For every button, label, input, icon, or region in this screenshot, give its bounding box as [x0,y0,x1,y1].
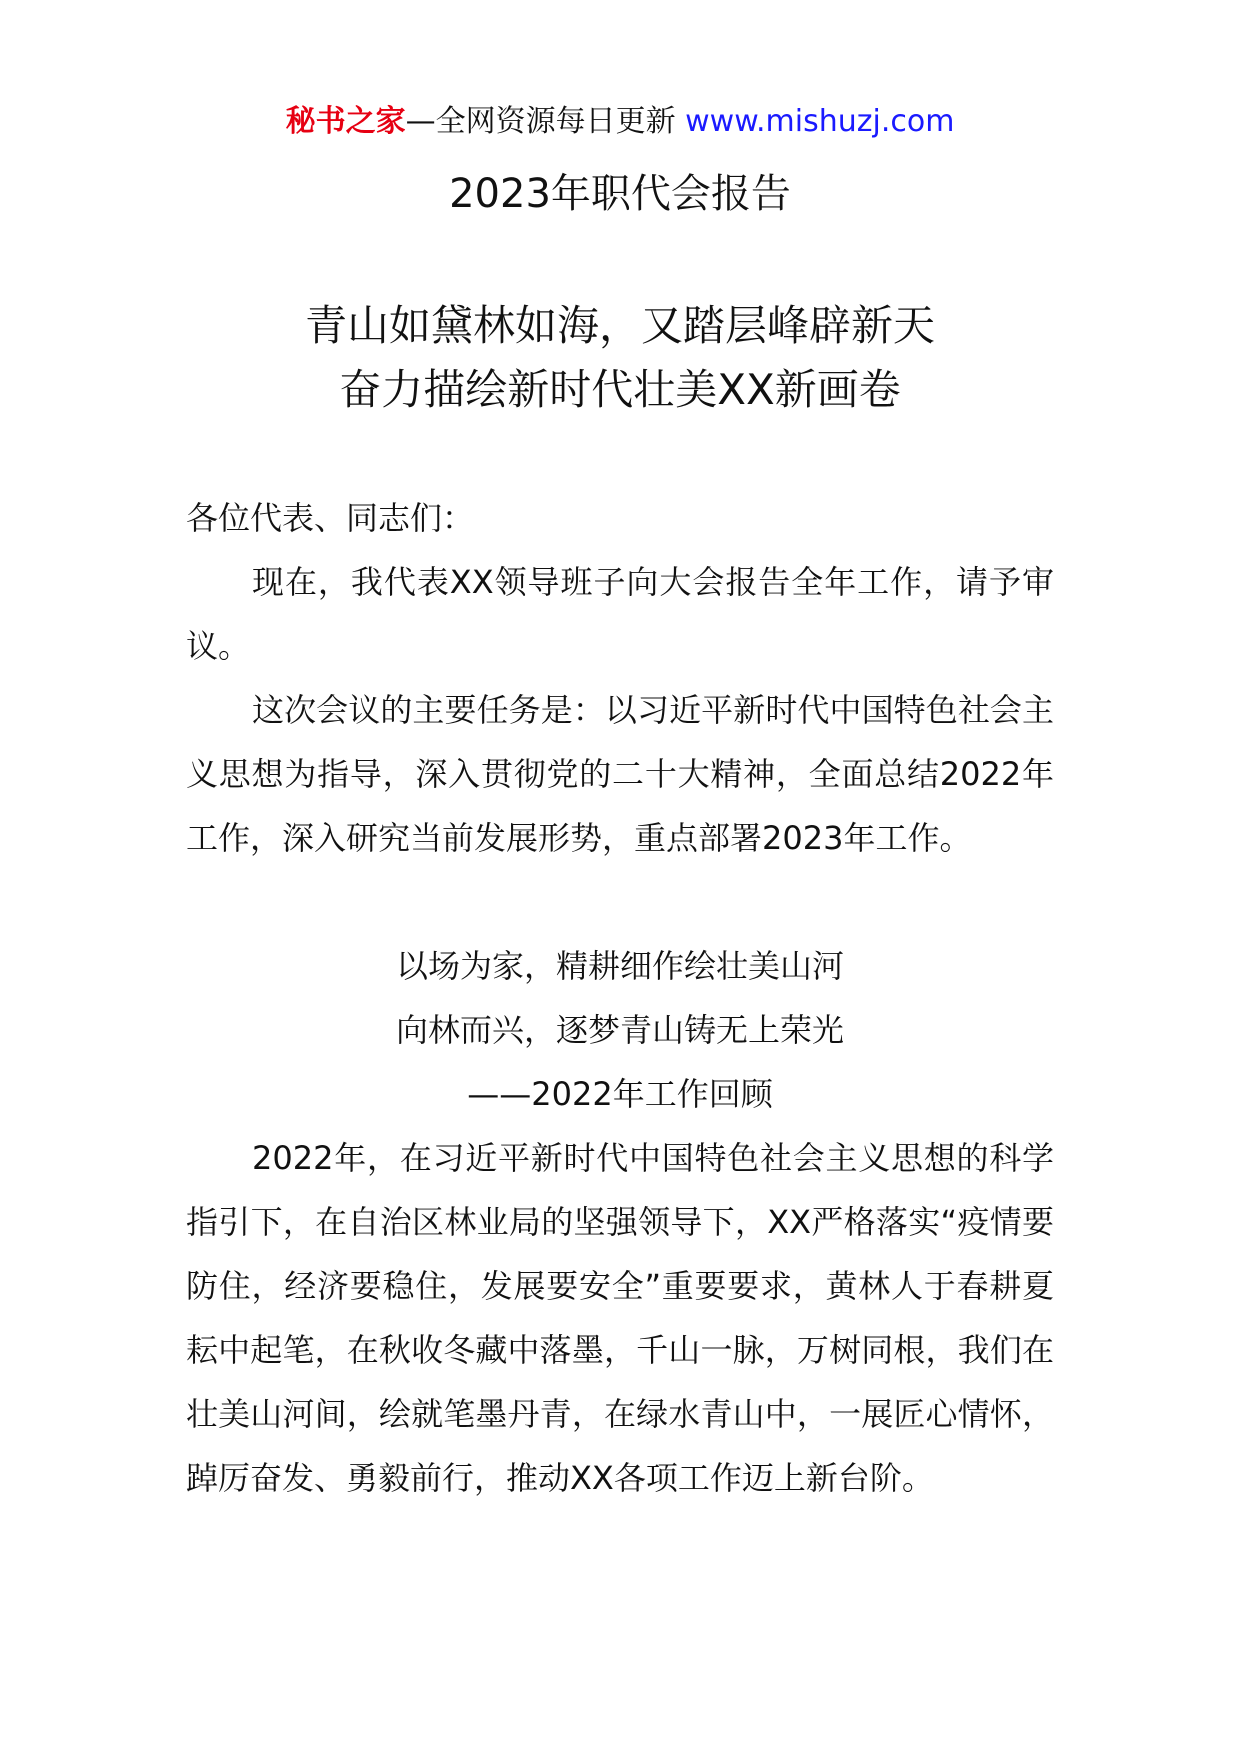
header-url-link[interactable]: www.mishuzj.com [685,104,955,139]
document-title: 2023年职代会报告 [449,171,791,217]
section-heading-line-3: ——2022年工作回顾 [467,1075,773,1113]
salutation: 各位代表、同志们： [186,499,475,537]
paragraph: 2022年，在习近平新时代中国特色社会主义思想的科学指引下，在自治区林业局的坚强领导下，XX严格落实“疫情要防住，经济要稳住，发展要安全”重要要求，黄林人于春耕夏耘中起笔，在秋收冬藏中落墨，千山一脉，万树同根，我们在壮美山河间，绘就笔墨丹青，在绿水青山中，一展匠心情怀，踔厉奋发、勇毅前行，推动XX各项工作迈上新台阶。 [186,1139,1054,1497]
intro-paragraphs [186,550,1054,870]
paragraph: 现在，我代表XX领导班子向大会报告全年工作，请予审议。 [186,563,1054,665]
section-heading-line-1: 以场为家，精耕细作绘壮美山河 [395,947,844,985]
site-header [0,100,1240,144]
paragraph: 这次会议的主要任务是：以习近平新时代中国特色社会主义思想为指导，深入贯彻党的二十大精神，全面总结2022年工作，深入研究当前发展形势，重点部署2023年工作。 [186,691,1054,857]
main-title-line-2: 奋力描绘新时代壮美XX新画卷 [339,365,901,414]
brand-name: 秘书之家 [285,104,406,139]
section-heading-line-2: 向林而兴，逐梦青山铸无上荣光 [395,1011,844,1049]
main-title-line-1: 青山如黛林如海，又踏层峰辟新天 [304,301,935,350]
section-paragraphs [186,1126,1054,1510]
header-slogan: —全网资源每日更新 [405,104,676,139]
